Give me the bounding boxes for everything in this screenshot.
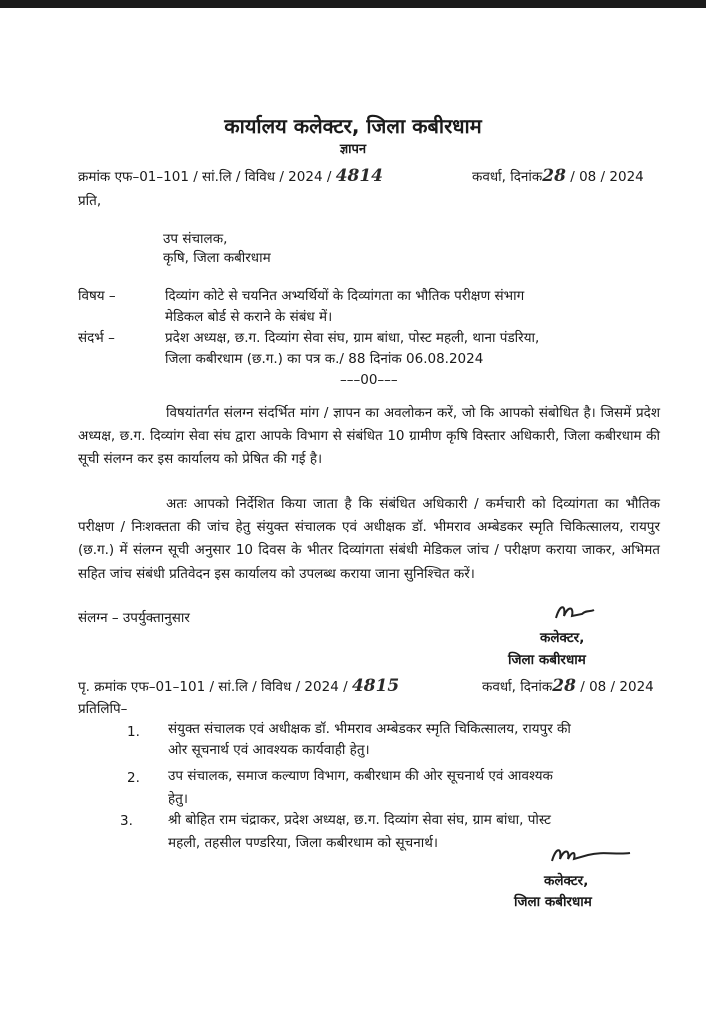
reference-label: संदर्भ –	[78, 330, 115, 346]
memo-2-reference-handwritten-number: 4815	[351, 676, 400, 696]
separator: –––00–––	[340, 372, 398, 388]
copy-item-3-number: 3.	[120, 813, 133, 829]
memo-date-prefix: कवर्धा, दिनांक	[472, 169, 543, 185]
copy-item-2-line-1: उप संचालक, समाज कल्याण विभाग, कबीरधाम की ओर सूचनार्थ एवं आवश्यक	[168, 768, 553, 784]
memo-date-handwritten-day: 28	[542, 166, 566, 186]
subject-label: विषय –	[78, 288, 116, 304]
copy-item-3-line-2: महली, तहसील पण्डरिया, जिला कबीरधाम को सूचनार्थ।	[168, 835, 438, 851]
signature-2-mark	[548, 843, 634, 869]
signature-1-district-text: जिला कबीरधाम	[508, 652, 586, 668]
body-paragraph-2: अतः आपको निर्देशित किया जाता है कि संबंधित अधिकारी / कर्मचारी को दिव्यांगता का भौतिक परीक्षण / निःशक्तता की जांच हेतु संयुक्त संचालक एवं अधीक्षक डॉ. भीमराव अम्बेडकर स्मृति चिकित्सालय, रायपुर (छ.ग.) में संलग्न सूची अनुसार 10 दिवस के भीतर दिव्यांगता संबंधी मेडिकल जांच / परीक्षण कराया जाकर, अभिमत सहित जांच संबंधी प्रतिवेदन इस कार्यालय को उपलब्ध कराया जाना सुनिश्चित करें।	[78, 496, 660, 582]
copy-to-label: प्रतिलिपि–	[78, 701, 128, 717]
copy-item-2-line-2: हेतु।	[168, 791, 188, 807]
memo-reference	[78, 166, 383, 186]
copy-item-1-line-1: संयुक्त संचालक एवं अधीक्षक डॉ. भीमराव अम्बेडकर स्मृति चिकित्सालय, रायपुर की	[168, 721, 571, 737]
recipient-designation: उप संचालक,	[163, 231, 228, 247]
copy-item-3-line-1: श्री बोहित राम चंद्राकर, प्रदेश अध्यक्ष, छ.ग. दिव्यांग सेवा संघ, ग्राम बांधा, पोस्ट	[168, 812, 551, 828]
memo-date-rest: / 08 / 2024	[570, 169, 644, 185]
memo-2-date-handwritten-day: 28	[552, 676, 576, 696]
reference-line-2: जिला कबीरधाम (छ.ग.) का पत्र क./ 88 दिनांक 06.08.2024	[165, 351, 484, 367]
memo-2-reference-prefix: पृ. क्रमांक एफ–01–101 / सां.लि / विविध / 2024 /	[78, 679, 348, 695]
signature-1-mark	[552, 600, 598, 626]
memo-2-date-prefix: कवर्धा, दिनांक	[482, 679, 553, 695]
recipient-office: कृषि, जिला कबीरधाम	[163, 250, 271, 266]
subject-line-1: दिव्यांग कोटे से चयनित अभ्यर्थियों के दिव्यांगता का भौतिक परीक्षण संभाग	[165, 288, 525, 304]
signature-2-district-text: जिला कबीरधाम	[514, 894, 592, 910]
copy-item-1-line-2: ओर सूचनार्थ एवं आवश्यक कार्यवाही हेतु।	[168, 742, 370, 758]
scan-top-border	[0, 0, 706, 8]
enclosure-note: संलग्न – उपर्युक्तानुसार	[78, 610, 190, 626]
signature-2-designation: कलेक्टर,	[544, 873, 589, 889]
signature-1-district	[508, 650, 586, 668]
signature-2-district	[514, 892, 592, 910]
signature-1-designation: कलेक्टर,	[540, 630, 585, 646]
memo-2-date-rest: / 08 / 2024	[580, 679, 654, 695]
memo-date	[472, 166, 644, 186]
memo-2-reference	[78, 676, 399, 696]
memo-2-date	[482, 676, 654, 696]
office-title: कार्यालय कलेक्टर, जिला कबीरधाम	[224, 114, 482, 138]
copy-item-2-number: 2.	[127, 770, 140, 786]
prati-label: प्रति,	[78, 193, 102, 209]
memo-reference-prefix: क्रमांक एफ–01–101 / सां.लि / विविध / 2024 /	[78, 169, 332, 185]
subject-line-2: मेडिकल बोर्ड से कराने के संबंध में।	[165, 309, 333, 325]
reference-line-1: प्रदेश अध्यक्ष, छ.ग. दिव्यांग सेवा संघ, ग्राम बांधा, पोस्ट महली, थाना पंडरिया,	[165, 330, 540, 346]
body-paragraph-1: विषयांतर्गत संलग्न संदर्भित मांग / ज्ञापन का अवलोकन करें, जो कि आपको संबोधित है। जिसमें प्रदेश अध्यक्ष, छ.ग. दिव्यांग सेवा संघ द्वारा आपके विभाग से संबंधित 10 ग्रामीण कृषि विस्तार अधिकारी, जिला कबीरधाम की सूची संलग्न कर इस कार्यालय को प्रेषित की गई है।	[78, 405, 660, 468]
copy-item-1-number: 1.	[127, 724, 140, 740]
document-type: ज्ञापन	[339, 142, 367, 157]
memo-reference-handwritten-number: 4814	[335, 166, 384, 186]
